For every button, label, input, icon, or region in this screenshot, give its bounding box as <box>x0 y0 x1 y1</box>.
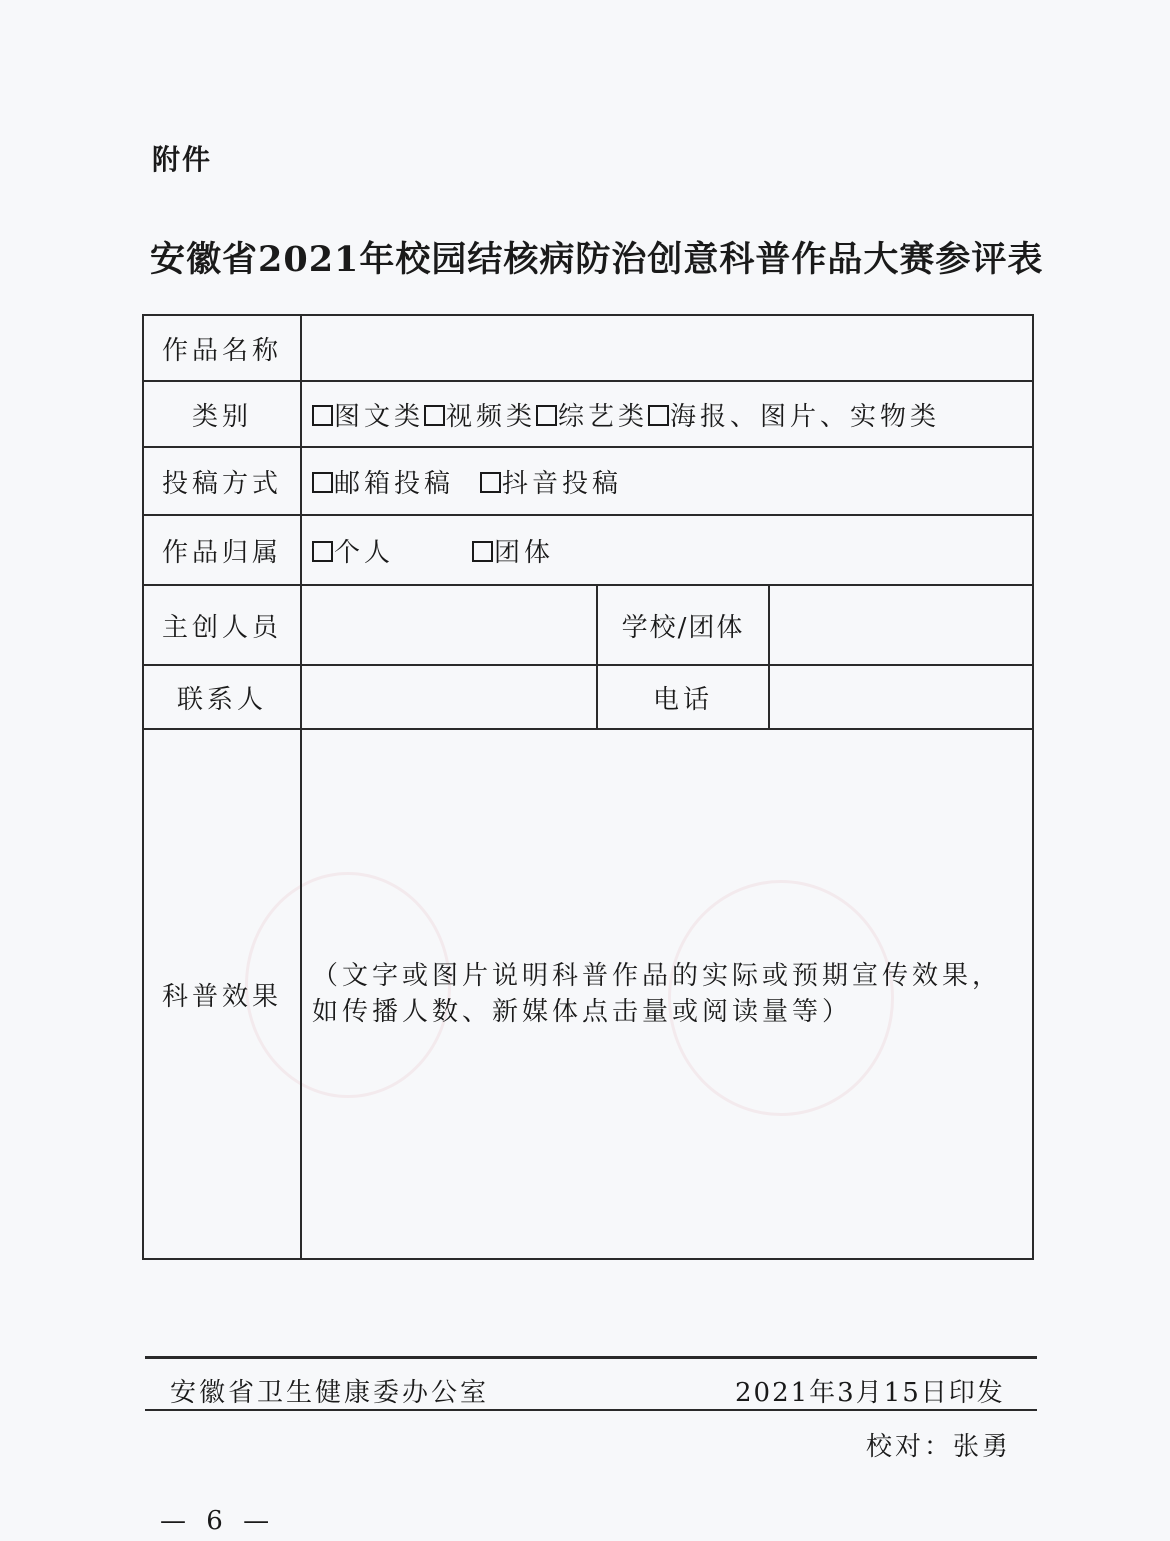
ownership-option-group[interactable]: 团体 <box>472 538 554 568</box>
work-name-field[interactable] <box>301 315 1033 381</box>
checkbox-icon[interactable] <box>312 405 333 426</box>
category-label: 类别 <box>143 381 301 447</box>
attachment-label: 附件 <box>152 143 213 176</box>
submission-option-email[interactable]: 邮箱投稿 <box>312 469 454 499</box>
issue-date: 2021年3月15日印发 <box>735 1378 1005 1408</box>
category-option-video[interactable]: 视频类 <box>424 402 536 432</box>
row-creator <box>143 585 1033 665</box>
row-ownership <box>143 515 1033 585</box>
phone-label: 电话 <box>597 665 769 729</box>
application-form-table <box>142 314 1034 1260</box>
checkbox-icon[interactable] <box>472 541 493 562</box>
work-name-label: 作品名称 <box>143 315 301 381</box>
category-options <box>301 381 1033 447</box>
row-contact <box>143 665 1033 729</box>
ownership-option-individual[interactable]: 个人 <box>312 532 472 569</box>
row-submission <box>143 447 1033 515</box>
contact-label: 联系人 <box>143 665 301 729</box>
checkbox-icon[interactable] <box>480 472 501 493</box>
submission-label: 投稿方式 <box>143 447 301 515</box>
creator-field[interactable] <box>301 585 597 665</box>
page-number: — 6 — <box>160 1506 276 1536</box>
row-work-name <box>143 315 1033 381</box>
checkbox-icon[interactable] <box>536 405 557 426</box>
effect-label: 科普效果 <box>143 729 301 1259</box>
proofreader: 校对：张勇 <box>866 1432 1012 1462</box>
footer-top-rule <box>145 1356 1037 1359</box>
phone-field[interactable] <box>769 665 1033 729</box>
category-option-poster[interactable]: 海报、图片、实物类 <box>648 402 940 432</box>
ownership-options <box>301 515 1033 585</box>
form-title: 安徽省2021年校园结核病防治创意科普作品大赛参评表 <box>150 239 1044 280</box>
checkbox-icon[interactable] <box>312 541 333 562</box>
submission-option-douyin[interactable]: 抖音投稿 <box>480 469 622 499</box>
checkbox-icon[interactable] <box>648 405 669 426</box>
contact-field[interactable] <box>301 665 597 729</box>
creator-label: 主创人员 <box>143 585 301 665</box>
category-option-variety[interactable]: 综艺类 <box>536 402 648 432</box>
school-field[interactable] <box>769 585 1033 665</box>
checkbox-icon[interactable] <box>424 405 445 426</box>
row-category <box>143 381 1033 447</box>
effect-field[interactable]: （文字或图片说明科普作品的实际或预期宣传效果，如传播人数、新媒体点击量或阅读量等） <box>301 729 1033 1259</box>
ownership-label: 作品归属 <box>143 515 301 585</box>
school-label: 学校/团体 <box>597 585 769 665</box>
issuer: 安徽省卫生健康委办公室 <box>170 1378 490 1408</box>
row-effect <box>143 729 1033 1259</box>
category-option-graphic[interactable]: 图文类 <box>312 402 424 432</box>
submission-options <box>301 447 1033 515</box>
footer-bottom-rule <box>145 1409 1037 1411</box>
checkbox-icon[interactable] <box>312 472 333 493</box>
